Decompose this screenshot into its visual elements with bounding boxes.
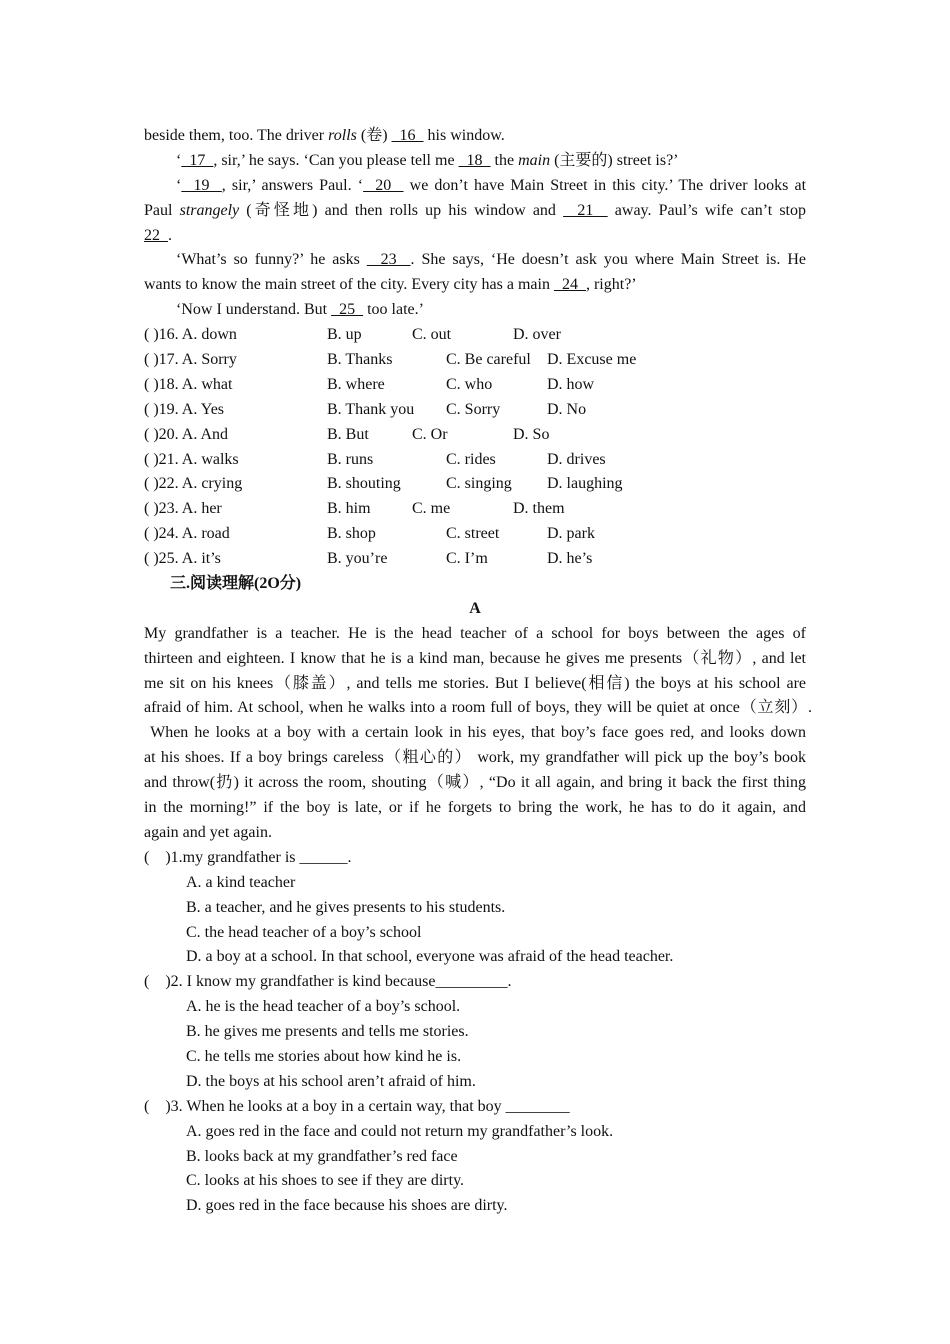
option-a: ( )20. A. And — [144, 425, 228, 443]
option-c: C. I’m — [446, 550, 488, 568]
cloze-option-row — [144, 398, 806, 423]
answer-option: D. a boy at a school. In that school, everyone was afraid of the head teacher. — [186, 948, 674, 966]
option-b: B. him — [327, 500, 371, 518]
option-c: C. singing — [446, 475, 512, 493]
option-d: D. laughing — [547, 475, 623, 493]
story-line-2: ‘ 17 , sir,’ he says. ‘Can you please tell me 18 the main (主要的) street is?’ — [176, 151, 679, 169]
cloze-option-row — [144, 547, 806, 572]
worksheet-page — [144, 124, 812, 1219]
option-b: B. where — [327, 375, 385, 393]
option-a: ( )23. A. her — [144, 500, 222, 518]
option-b: B. shouting — [327, 475, 401, 493]
option-d: D. Excuse me — [547, 351, 637, 369]
story-line-8: ‘Now I understand. But 25 too late.’ — [176, 301, 424, 319]
option-d: D. how — [547, 375, 595, 393]
option-c: C. me — [412, 500, 451, 518]
blank-21: 21 — [563, 201, 608, 219]
section-title: 三.阅读理解(2O分) — [170, 575, 302, 593]
story-line-6: ‘What’s so funny?’ he asks 23 . She says, ‘He doesn’t ask you where Main Street is. He — [176, 251, 807, 269]
option-a: ( )16. A. down — [144, 326, 237, 344]
blank-20: 20 — [363, 176, 404, 194]
option-d: D. over — [513, 326, 561, 344]
answer-option: D. the boys at his school aren’t afraid of him. — [186, 1072, 476, 1090]
story-line-4: Paul strangely (奇怪地) and then rolls up his window and 21 away. Paul’s wife can’t stop — [144, 201, 806, 219]
option-b: B. you’re — [327, 550, 388, 568]
answer-option: A. he is the head teacher of a boy’s school. — [186, 998, 461, 1016]
passage-line: My grandfather is a teacher. He is the head teacher of a school for boys between the ages of — [144, 624, 806, 642]
blank-18: 18 — [458, 151, 491, 169]
option-a: ( )18. A. what — [144, 375, 233, 393]
answer-option: B. he gives me presents and tells me stories. — [186, 1023, 469, 1041]
cloze-option-row — [144, 472, 806, 497]
option-a: ( )22. A. crying — [144, 475, 243, 493]
passage-line: afraid of him. At school, when he walks into a room full of boys, they will be quiet at once（立刻）. — [144, 699, 812, 717]
option-a: ( )17. A. Sorry — [144, 351, 237, 369]
cloze-option-row — [144, 373, 806, 398]
passage-line: at his shoes. If a boy brings careless（粗心的） work, my grandfather will pick up the boy’s book — [144, 749, 806, 767]
option-b: B. up — [327, 326, 362, 344]
option-a: ( )24. A. road — [144, 525, 230, 543]
question-stem: ( )1.my grandfather is ______. — [144, 848, 352, 866]
cloze-option-row — [144, 497, 806, 522]
option-c: C. Sorry — [446, 400, 501, 418]
option-b: B. Thank you — [327, 400, 415, 418]
passage-line: and throw(扔) it across the room, shouting（喊）, “Do it all again, and bring it back the first thing — [144, 774, 806, 792]
option-d: D. park — [547, 525, 595, 543]
option-c: C. Or — [412, 425, 448, 443]
option-a: ( )25. A. it’s — [144, 550, 221, 568]
blank-19: 19 — [181, 176, 222, 194]
option-c: C. out — [412, 326, 452, 344]
option-c: C. rides — [446, 450, 496, 468]
answer-option: A. a kind teacher — [186, 873, 296, 891]
cloze-option-row — [144, 522, 806, 547]
answer-option: C. looks at his shoes to see if they are dirty. — [186, 1172, 465, 1190]
option-d: D. drives — [547, 450, 606, 468]
story-line-1: beside them, too. The driver rolls (卷) 16 his window. — [144, 127, 505, 144]
cloze-option-row — [144, 448, 806, 473]
option-b: B. shop — [327, 525, 376, 543]
option-b: B. Thanks — [327, 351, 393, 369]
reading-passage — [144, 622, 812, 846]
passage-label: A — [469, 599, 481, 617]
passage-line: thirteen and eighteen. I know that he is a kind man, because he gives me presents（礼物）, and let — [144, 649, 806, 667]
cloze-option-row — [144, 348, 806, 373]
blank-17: 17 — [181, 151, 214, 169]
option-c: C. who — [446, 375, 493, 393]
question-3 — [144, 1095, 806, 1219]
blank-16: 16 — [391, 127, 424, 144]
story-line-5: 22 . — [144, 226, 172, 244]
answer-option: C. the head teacher of a boy’s school — [186, 923, 422, 941]
question-stem: ( )2. I know my grandfather is kind because_________. — [144, 973, 512, 991]
blank-25: 25 — [331, 301, 364, 319]
question-stem: ( )3. When he looks at a boy in a certain way, that boy ________ — [144, 1097, 570, 1115]
cloze-options — [144, 323, 806, 572]
question-2 — [144, 970, 806, 1094]
passage-line: me sit on his knees（膝盖）, and tells me stories. But I believe(相信) the boys at his school are — [144, 674, 806, 692]
option-d: D. he’s — [547, 550, 593, 568]
blank-22: 22 — [144, 226, 168, 244]
option-a: ( )21. A. walks — [144, 450, 239, 468]
option-d: D. So — [513, 425, 550, 443]
option-a: ( )19. A. Yes — [144, 400, 225, 418]
question-1 — [144, 846, 806, 970]
option-c: C. street — [446, 525, 500, 543]
option-b: B. But — [327, 425, 369, 443]
answer-option: D. goes red in the face because his shoes are dirty. — [186, 1197, 508, 1215]
blank-24: 24 — [553, 276, 586, 294]
option-b: B. runs — [327, 450, 374, 468]
answer-option: C. he tells me stories about how kind he is. — [186, 1047, 462, 1065]
answer-option: A. goes red in the face and could not return my grandfather’s look. — [186, 1122, 614, 1140]
story-line-3: ‘ 19 , sir,’ answers Paul. ‘ 20 we don’t have Main Street in this city.’ The driver looks at — [176, 176, 807, 194]
cloze-option-row — [144, 423, 806, 448]
answer-option: B. looks back at my grandfather’s red face — [186, 1147, 458, 1165]
answer-option: B. a teacher, and he gives presents to his students. — [186, 898, 506, 916]
option-d: D. No — [547, 400, 587, 418]
blank-23: 23 — [366, 251, 411, 269]
option-d: D. them — [513, 500, 565, 518]
passage-line: in the morning!” if the boy is late, or if he forgets to bring the work, he has to do it again, and — [144, 799, 806, 817]
story-line-7: wants to know the main street of the city. Every city has a main 24 , right?’ — [144, 276, 637, 294]
option-c: C. Be careful — [446, 351, 531, 369]
passage-line: When he looks at a boy with a certain look in his eyes, that boy’s face goes red, and looks down — [144, 724, 806, 742]
cloze-option-row — [144, 323, 806, 348]
passage-line: again and yet again. — [144, 823, 272, 841]
